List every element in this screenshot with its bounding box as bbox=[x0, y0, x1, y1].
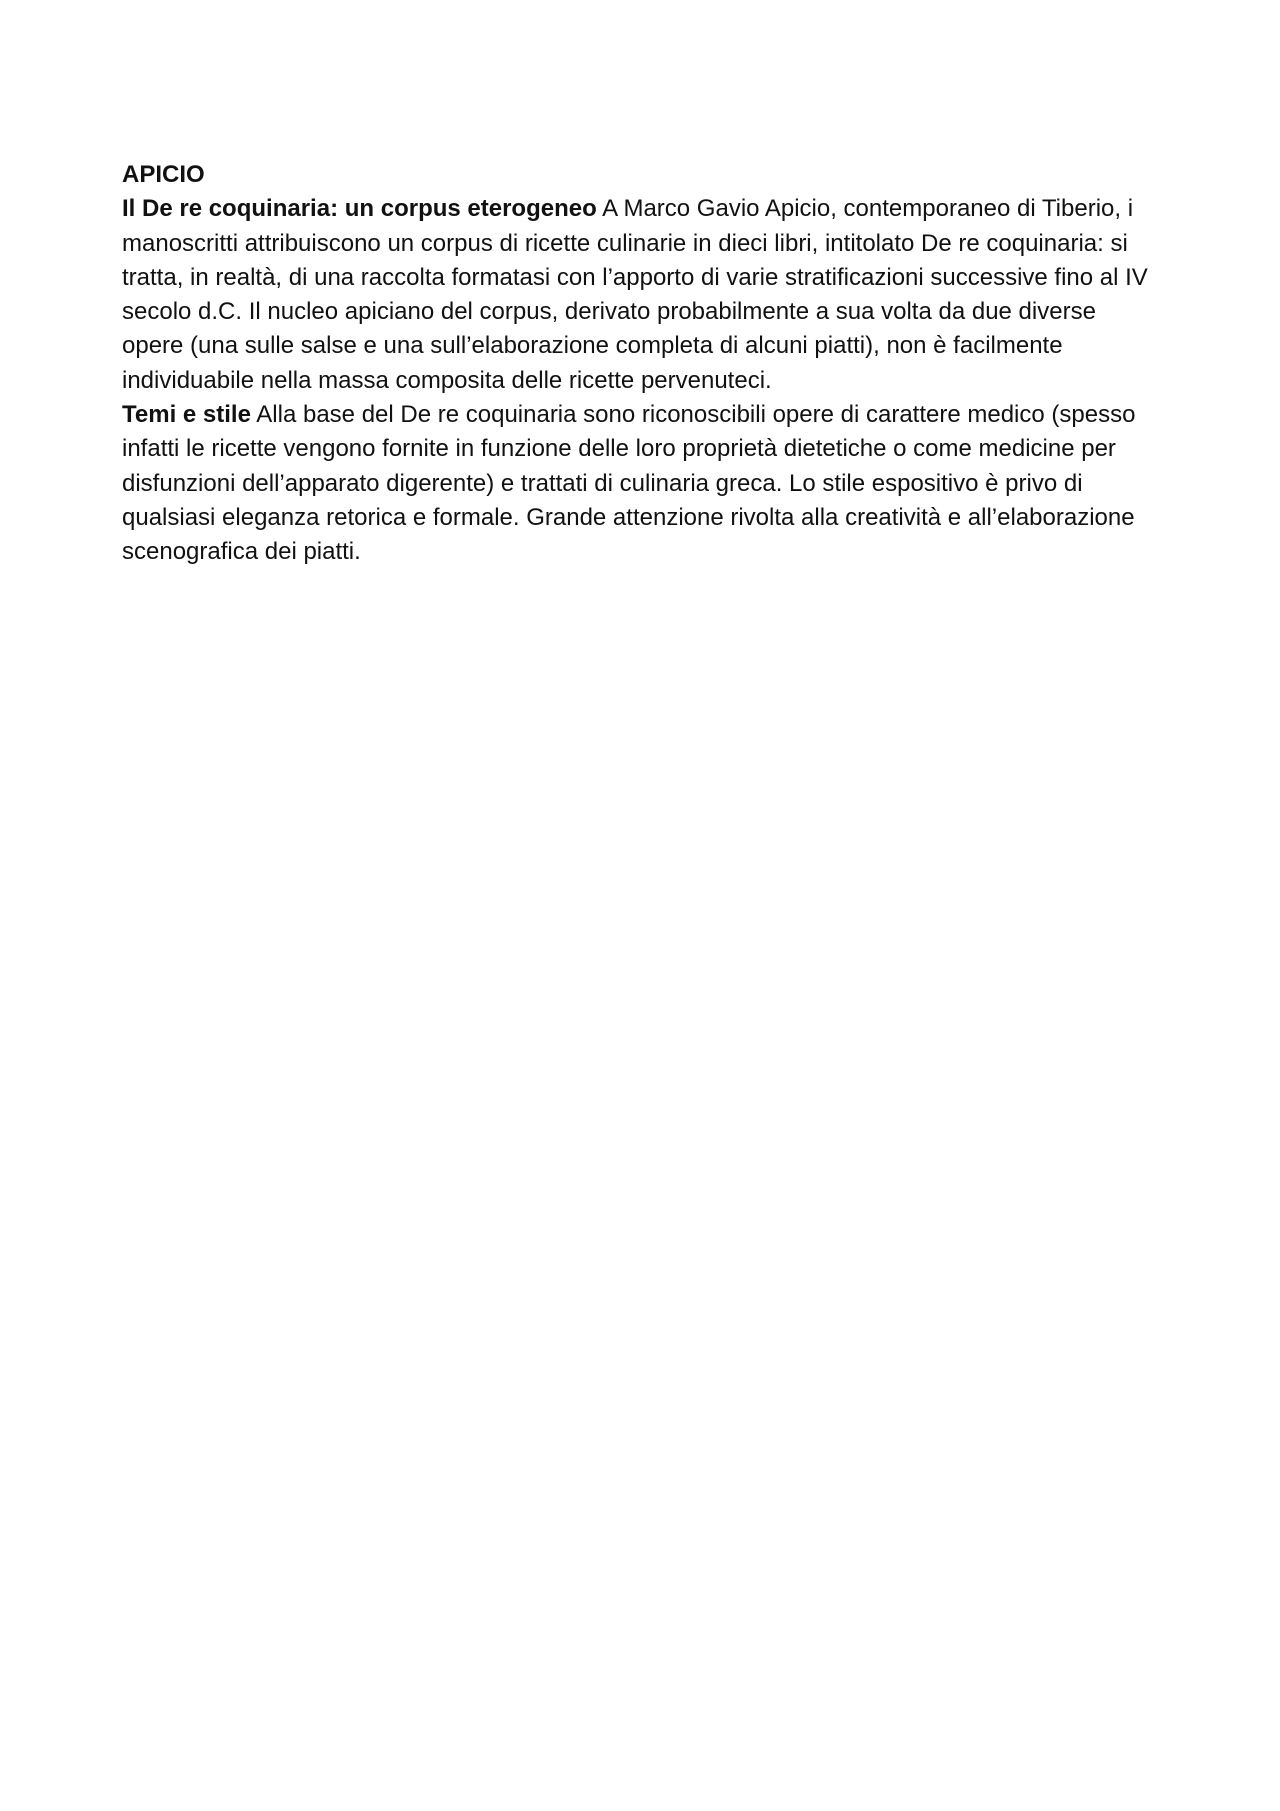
section-paragraph bbox=[122, 398, 1162, 569]
section-heading: Temi e stile bbox=[122, 401, 251, 429]
section-heading: Il De re coquinaria: un corpus eterogeneo bbox=[122, 195, 597, 223]
section-paragraph bbox=[122, 192, 1162, 398]
section-text: A Marco Gavio Apicio, contemporaneo di Tiberio, i manoscritti attribuiscono un corpus di ricette culinarie in dieci libri, intitolato De re coquinaria: si tratta, in realtà, di una raccolta formatasi con l’apporto di varie stratificazioni successive fino al IV secolo d.C. Il nucleo apiciano del corpus, derivato probabilmente a sua volta da due diverse opere (una sulle salse e una sull’elaborazione completa di alcuni piatti), non è facilmente individuabile nella massa composita delle ricette pervenuteci. bbox=[122, 195, 1148, 394]
document-body bbox=[122, 158, 1162, 570]
section-text: Alla base del De re coquinaria sono riconoscibili opere di carattere medico (spesso infatti le ricette vengono fornite in funzione delle loro proprietà dietetiche o come medicine per disfunzioni dell’apparato digerente) e trattati di culinaria greca. Lo stile espositivo è privo di qualsiasi eleganza retorica e formale. Grande attenzione rivolta alla creatività e all’elaborazione scenografica dei piatti. bbox=[122, 401, 1136, 566]
document-title: APICIO bbox=[122, 161, 205, 188]
